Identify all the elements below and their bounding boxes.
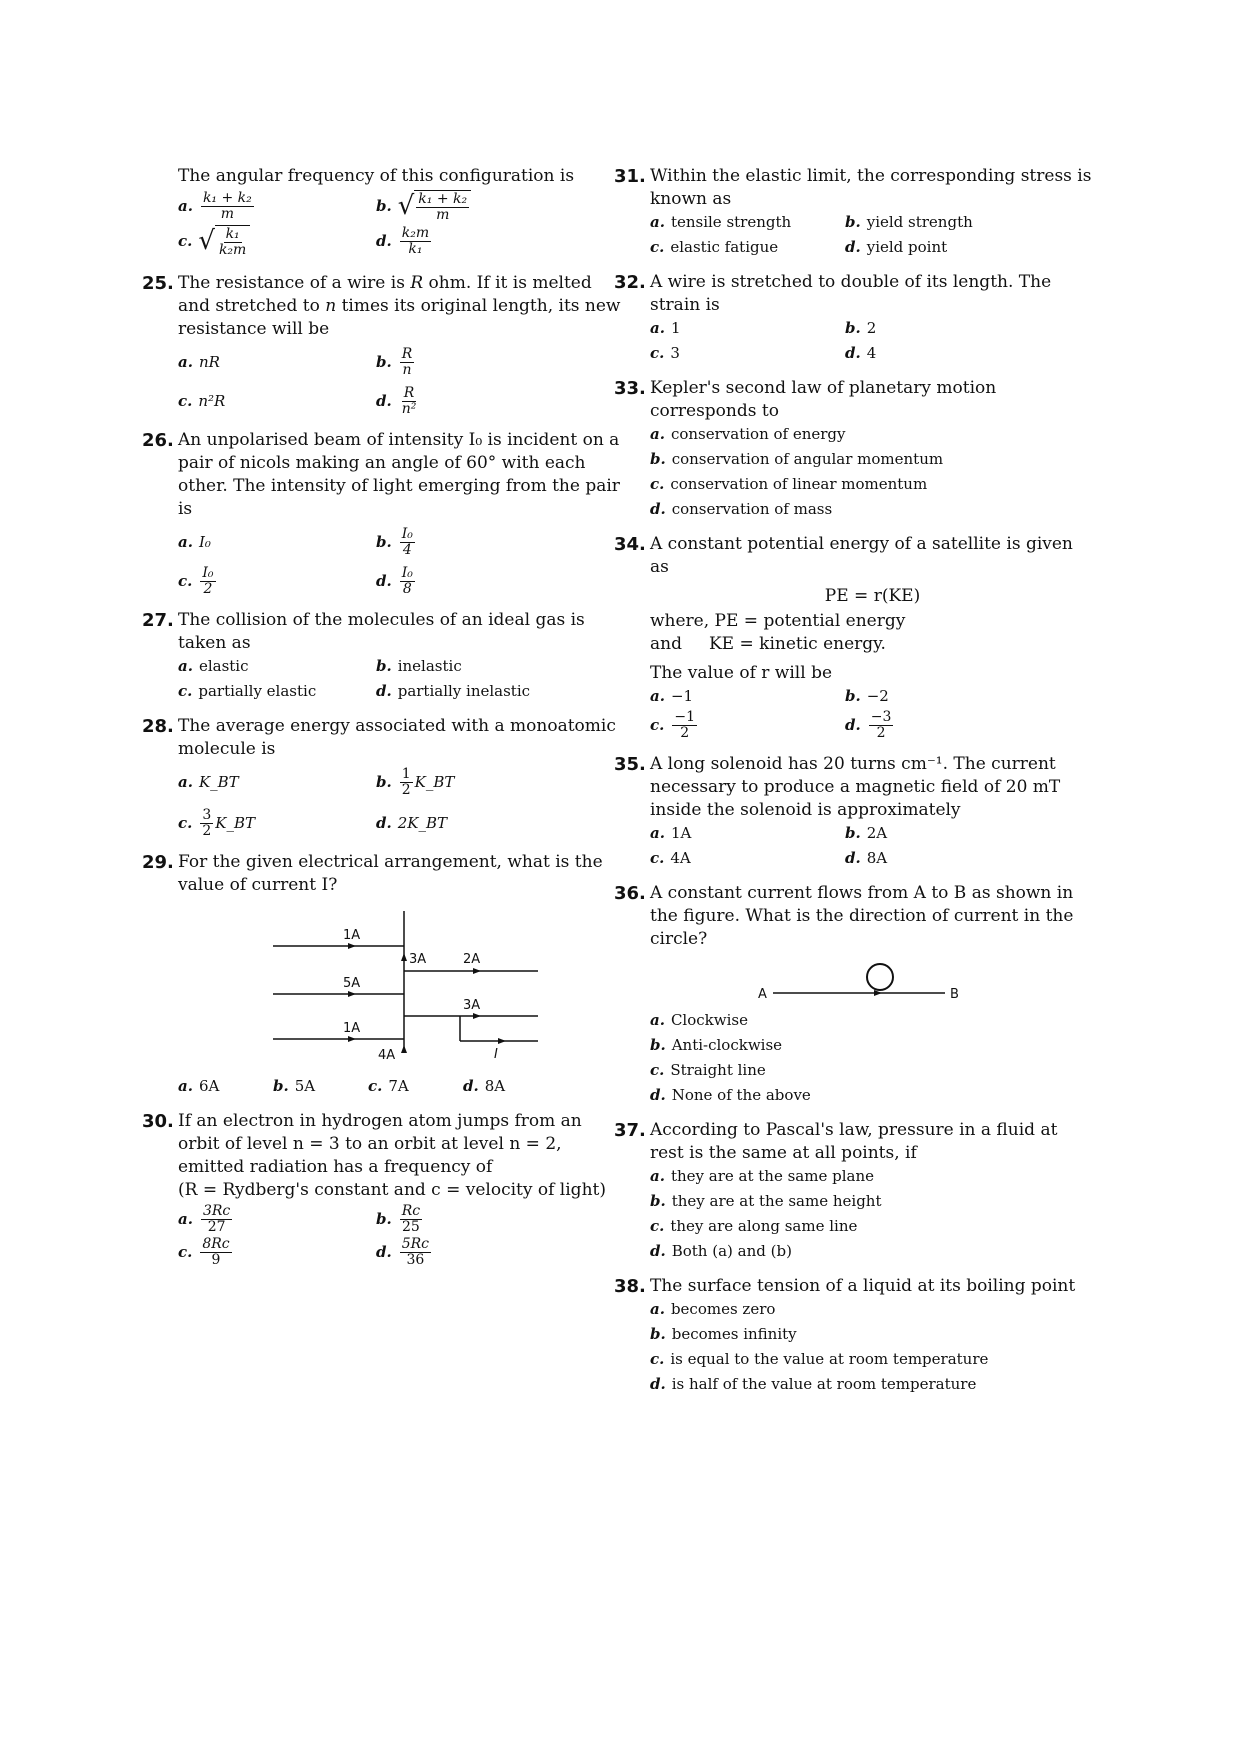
option-a[interactable]: a. becomes zero xyxy=(650,1300,776,1318)
option-c[interactable]: c. $\frac{8Rc}{9}$ xyxy=(178,1236,230,1268)
question-text: A long solenoid has 20 turns cm⁻¹. The current necessary to produce a magnetic field of 20 mT inside the solenoid is approximately xyxy=(650,754,1061,820)
question-text: The resistance of a wire is R ohm. If it is melted and stretched to n times its original length, its new resistance will be xyxy=(178,273,621,339)
options xyxy=(650,685,1095,741)
option-d[interactable]: d. Both (a) and (b) xyxy=(650,1242,792,1260)
question-number: 34. xyxy=(614,534,646,555)
option-a[interactable]: a. I₀ xyxy=(178,533,211,551)
option-b[interactable]: b. 2 xyxy=(845,319,877,337)
question-34 xyxy=(614,533,1095,741)
option-a[interactable]: a. 6A xyxy=(178,1077,220,1095)
option-d[interactable]: d. $\frac{\text{I₀}}{8}$ xyxy=(376,565,413,597)
option-b[interactable]: b. becomes infinity xyxy=(650,1325,797,1343)
question-29 xyxy=(142,851,628,1098)
question-text: The collision of the molecules of an ideal gas is taken as xyxy=(178,610,585,653)
left-column xyxy=(142,165,628,1280)
question-number: 30. xyxy=(142,1111,174,1132)
options xyxy=(650,211,1095,259)
question-number: 33. xyxy=(614,378,646,399)
question-text: According to Pascal's law, pressure in a fluid at rest is the same at all points, if xyxy=(650,1120,1058,1163)
option-d[interactable]: d. partially inelastic xyxy=(376,682,531,700)
option-c[interactable]: c. 7A xyxy=(368,1077,409,1095)
question-note: (R = Rydberg's constant and c = velocity of light) xyxy=(178,1180,606,1200)
option-d[interactable]: d. $\frac{-3}{2}$ xyxy=(845,709,892,741)
options xyxy=(650,822,1095,870)
option-b[interactable]: b. $\frac{Rc}{25}$ xyxy=(376,1203,421,1235)
option-a[interactable]: a. elastic xyxy=(178,657,249,675)
question-text: For the given electrical arrangement, what is the value of current I? xyxy=(178,852,603,895)
option-a[interactable]: a. nR xyxy=(178,353,220,371)
options xyxy=(178,655,628,703)
option-a[interactable]: a. they are at the same plane xyxy=(650,1167,874,1185)
question-text: If an electron in hydrogen atom jumps from an orbit of level n = 3 to an orbit at level n = 2, emitted radiation has a frequency of xyxy=(178,1111,582,1177)
svg-text:1A: 1A xyxy=(343,928,361,943)
question-number: 31. xyxy=(614,166,646,187)
option-a[interactable]: a. 1 xyxy=(650,319,681,337)
option-b[interactable]: b. Anti-clockwise xyxy=(650,1036,783,1054)
option-c[interactable]: c. elastic fatigue xyxy=(650,238,779,256)
question-number: 27. xyxy=(142,610,174,631)
question-32 xyxy=(614,271,1095,365)
question-30 xyxy=(142,1110,628,1268)
definition-pe: where, PE = potential energy xyxy=(650,611,906,631)
options xyxy=(650,1009,1095,1107)
options xyxy=(178,347,628,417)
question-26 xyxy=(142,429,628,597)
svg-text:B: B xyxy=(950,987,959,1002)
options xyxy=(178,1075,628,1098)
option-d[interactable]: d. is half of the value at room temperature xyxy=(650,1375,977,1393)
question-text: A constant potential energy of a satellite is given as xyxy=(650,534,1073,577)
option-b[interactable]: b. inelastic xyxy=(376,657,462,675)
svg-text:I: I xyxy=(494,1047,498,1062)
question-number: 37. xyxy=(614,1120,646,1141)
sqrt: √ $\frac{\text{k₁ + k₂}}{m}$ xyxy=(398,190,471,223)
question-37 xyxy=(614,1119,1095,1263)
definition-ke: and KE = kinetic energy. xyxy=(650,634,886,654)
question-28 xyxy=(142,715,628,839)
option-b[interactable]: b. $\frac{\text{I₀}}{4}$ xyxy=(376,526,413,558)
option-b[interactable]: b. $\frac{1}{2}$ K_BT xyxy=(376,766,455,798)
option-d[interactable]: d. None of the above xyxy=(650,1086,811,1104)
option-c[interactable]: c. n²R xyxy=(178,392,226,410)
svg-text:1A: 1A xyxy=(343,1021,361,1036)
option-d[interactable]: d. $\frac{R}{\text{n²}}$ xyxy=(376,385,417,417)
question-number: 36. xyxy=(614,883,646,904)
option-a[interactable]: a. $\frac{\text{k₁ + k₂}}{m}$ xyxy=(178,190,252,222)
option-c[interactable]: c. 3 xyxy=(650,344,680,362)
option-c[interactable]: c. is equal to the value at room temperature xyxy=(650,1350,989,1368)
option-c[interactable]: c. they are along same line xyxy=(650,1217,858,1235)
option-c[interactable]: c. $\frac{3}{2}$ K_BT xyxy=(178,807,256,839)
option-c[interactable]: c. 4A xyxy=(650,849,691,867)
option-b[interactable]: b. √ $\frac{\text{k₁ + k₂}}{m}$ xyxy=(376,190,628,223)
right-column xyxy=(614,165,1095,1408)
option-d[interactable]: d. conservation of mass xyxy=(650,500,833,518)
options xyxy=(650,1165,1095,1263)
option-a[interactable]: a. conservation of energy xyxy=(650,425,846,443)
question-text: The angular frequency of this configuration is xyxy=(178,166,575,186)
option-b[interactable]: b. 2A xyxy=(845,824,888,842)
option-a[interactable]: a. K_BT xyxy=(178,773,239,791)
option-d[interactable]: d. yield point xyxy=(845,238,948,256)
question-24-continued xyxy=(178,165,628,258)
question-31 xyxy=(614,165,1095,259)
question-35 xyxy=(614,753,1095,870)
question-33 xyxy=(614,377,1095,521)
option-c[interactable]: c. conservation of linear momentum xyxy=(650,475,928,493)
svg-text:3A: 3A xyxy=(463,998,481,1013)
svg-text:A: A xyxy=(758,987,767,1002)
question-text: Kepler's second law of planetary motion corresponds to xyxy=(650,378,997,421)
circuit-junction-figure xyxy=(178,901,628,1071)
option-d[interactable]: d. $\frac{\text{k₂m}}{\text{k₁}}$ xyxy=(376,225,430,257)
option-a[interactable]: a. Clockwise xyxy=(650,1011,748,1029)
options xyxy=(650,423,1095,521)
question-text: Within the elastic limit, the corresponding stress is known as xyxy=(650,166,1092,209)
svg-text:5A: 5A xyxy=(343,976,361,991)
option-c[interactable]: c. $\frac{-1}{2}$ xyxy=(650,709,695,741)
svg-text:4A: 4A xyxy=(378,1048,396,1063)
question-text: A constant current flows from A to B as shown in the figure. What is the direction of current in the circle? xyxy=(650,883,1074,949)
option-d[interactable]: d. 8A xyxy=(845,849,888,867)
equation: PE = r(KE) xyxy=(824,586,921,606)
question-number: 25. xyxy=(142,273,174,294)
question-number: 28. xyxy=(142,716,174,737)
sqrt: √ $\frac{\text{k₁}}{\text{k₂m}}$ xyxy=(198,225,250,258)
option-d[interactable]: d. 4 xyxy=(845,344,877,362)
question-number: 38. xyxy=(614,1276,646,1297)
options xyxy=(178,190,628,258)
options xyxy=(178,1204,628,1268)
options xyxy=(650,317,1095,365)
svg-text:3A: 3A xyxy=(409,952,427,967)
option-b[interactable]: b. they are at the same height xyxy=(650,1192,882,1210)
question-number: 35. xyxy=(614,754,646,775)
option-d[interactable]: d. 8A xyxy=(463,1077,506,1095)
option-c[interactable]: c. partially elastic xyxy=(178,682,317,700)
option-b[interactable]: b. conservation of angular momentum xyxy=(650,450,944,468)
options xyxy=(178,527,628,597)
question-36 xyxy=(614,882,1095,1107)
options xyxy=(178,767,628,839)
wire-circle-figure xyxy=(650,955,1095,1005)
option-a[interactable]: a. 1A xyxy=(650,824,692,842)
option-a[interactable]: a. tensile strength xyxy=(650,213,792,231)
option-d[interactable]: d. $\frac{5Rc}{36}$ xyxy=(376,1236,430,1268)
question-text: The average energy associated with a monoatomic molecule is xyxy=(178,716,616,759)
question-text: A wire is stretched to double of its length. The strain is xyxy=(650,272,1052,315)
question-38 xyxy=(614,1275,1095,1396)
svg-text:2A: 2A xyxy=(463,952,481,967)
question-subtext: The value of r will be xyxy=(650,663,833,683)
question-number: 26. xyxy=(142,430,174,451)
option-c[interactable]: c. √ $\frac{\text{k₁}}{\text{k₂m}}$ xyxy=(178,225,376,258)
question-25 xyxy=(142,272,628,417)
option-b[interactable]: b. −2 xyxy=(845,687,889,705)
option-b[interactable]: b. $\frac{R}{n}$ xyxy=(376,346,413,378)
question-27 xyxy=(142,609,628,703)
question-text: An unpolarised beam of intensity I₀ is incident on a pair of nicols making an angle of 60° with each other. The intensity of light emerging from the pair is xyxy=(178,430,620,519)
option-d[interactable]: d. 2K_BT xyxy=(376,814,447,832)
option-c[interactable]: c. Straight line xyxy=(650,1061,766,1079)
option-a[interactable]: a. −1 xyxy=(650,687,694,705)
option-b[interactable]: b. 5A xyxy=(273,1077,316,1095)
question-number: 29. xyxy=(142,852,174,873)
option-c[interactable]: c. $\frac{\text{I₀}}{2}$ xyxy=(178,565,214,597)
options xyxy=(650,1298,1095,1396)
option-b[interactable]: b. yield strength xyxy=(845,213,973,231)
question-number: 32. xyxy=(614,272,646,293)
question-text: The surface tension of a liquid at its boiling point xyxy=(650,1276,1076,1296)
option-a[interactable]: a. $\frac{3Rc}{27}$ xyxy=(178,1203,231,1235)
